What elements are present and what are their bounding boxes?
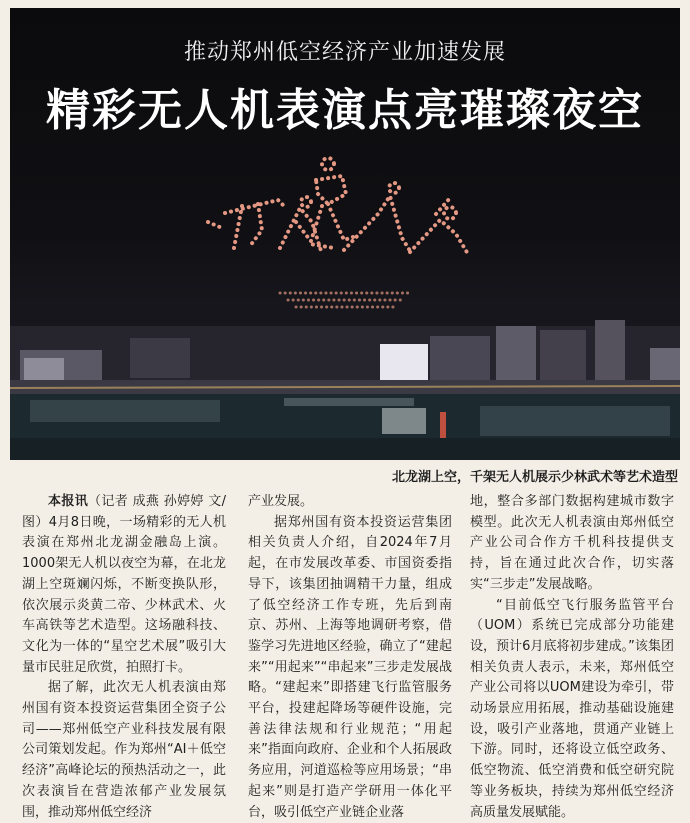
paragraph-text: （记者 成燕 孙婷婷 文/图）4月8日晚，一场精彩的无人机表演在郑州北龙湖金融岛上演。1000架无人机以夜空为幕，在北龙湖上空斑斓闪烁，不断变换队形，依次展示炎黄二帝、少林武术、火车高铁等艺术造型。这场融科技、文化为一体的“星空艺术展”吸引大量市民驻足欣赏，拍照打卡。 [22, 494, 226, 675]
byline-lead: 本报讯 [48, 494, 89, 509]
paragraph: 地，整合多部门数据构建城市数字模型。此次无人机表演由郑州低空产业公司合作方千机科技提供支持，旨在通过此次合作，切实落实“三步走”发展战略。 [470, 494, 674, 592]
article-column-3 [470, 492, 674, 823]
drone-show-photo [10, 8, 680, 460]
article-column-1 [22, 492, 226, 823]
kicker-title: 推动郑州低空经济产业加速发展 [183, 40, 506, 65]
drone-formation [208, 158, 468, 254]
photo-caption: 北龙湖上空，千架无人机展示少林武术等艺术造型 [391, 470, 678, 485]
headline: 精彩无人机表演点亮璀璨夜空 [46, 85, 644, 136]
paragraph: 据郑州国有资本投资运营集团相关负责人介绍，自2024年7月起，在市发展改革委、市国资委指导下，该集团抽调精干力量，组成了低空经济工作专班，先后到南京、苏州、上海等地调研考察，借鉴学习先进地区经验，确立了“建起来”“用起来”“串起来”三步走发展战略。“建起来”即搭建飞行监管服务平台，投建起降场等硬件设施，完善法律法规和行业规范；“用起来”指面向政府、企业和个人拓展政务应用，河道巡检等应用场景；“串起来”则是打造产学研用一体化平台，吸引低空产业链企业落 [248, 514, 452, 820]
city-skyline [10, 320, 680, 396]
paragraph: 产业发展。 [248, 494, 314, 509]
article-column-2 [248, 492, 452, 823]
paragraph: 据了解，此次无人机表演由郑州国有资本投资运营集团全资子公司——郑州低空产业科技发展有限公司策划发起。作为郑州“AI＋低空经济”高峰论坛的预热活动之一，此次表演旨在营造浓郁产业发展氛围，推动郑州低空经济 [22, 680, 226, 820]
paragraph: “目前低空飞行服务监管平台（UOM）系统已完成部分功能建设，预计6月底将初步建成。”该集团相关负责人表示，未来，郑州低空产业公司将以UOM建设为牵引，带动场景应用拓展，推动基础设施建设，吸引产业落地，贯通产业链上下游。同时，还将设立低空政务、低空物流、低空消费和低空研究院等业务板块，持续为郑州低空经济高质量发展赋能。 [470, 597, 674, 820]
paragraph [22, 492, 226, 678]
